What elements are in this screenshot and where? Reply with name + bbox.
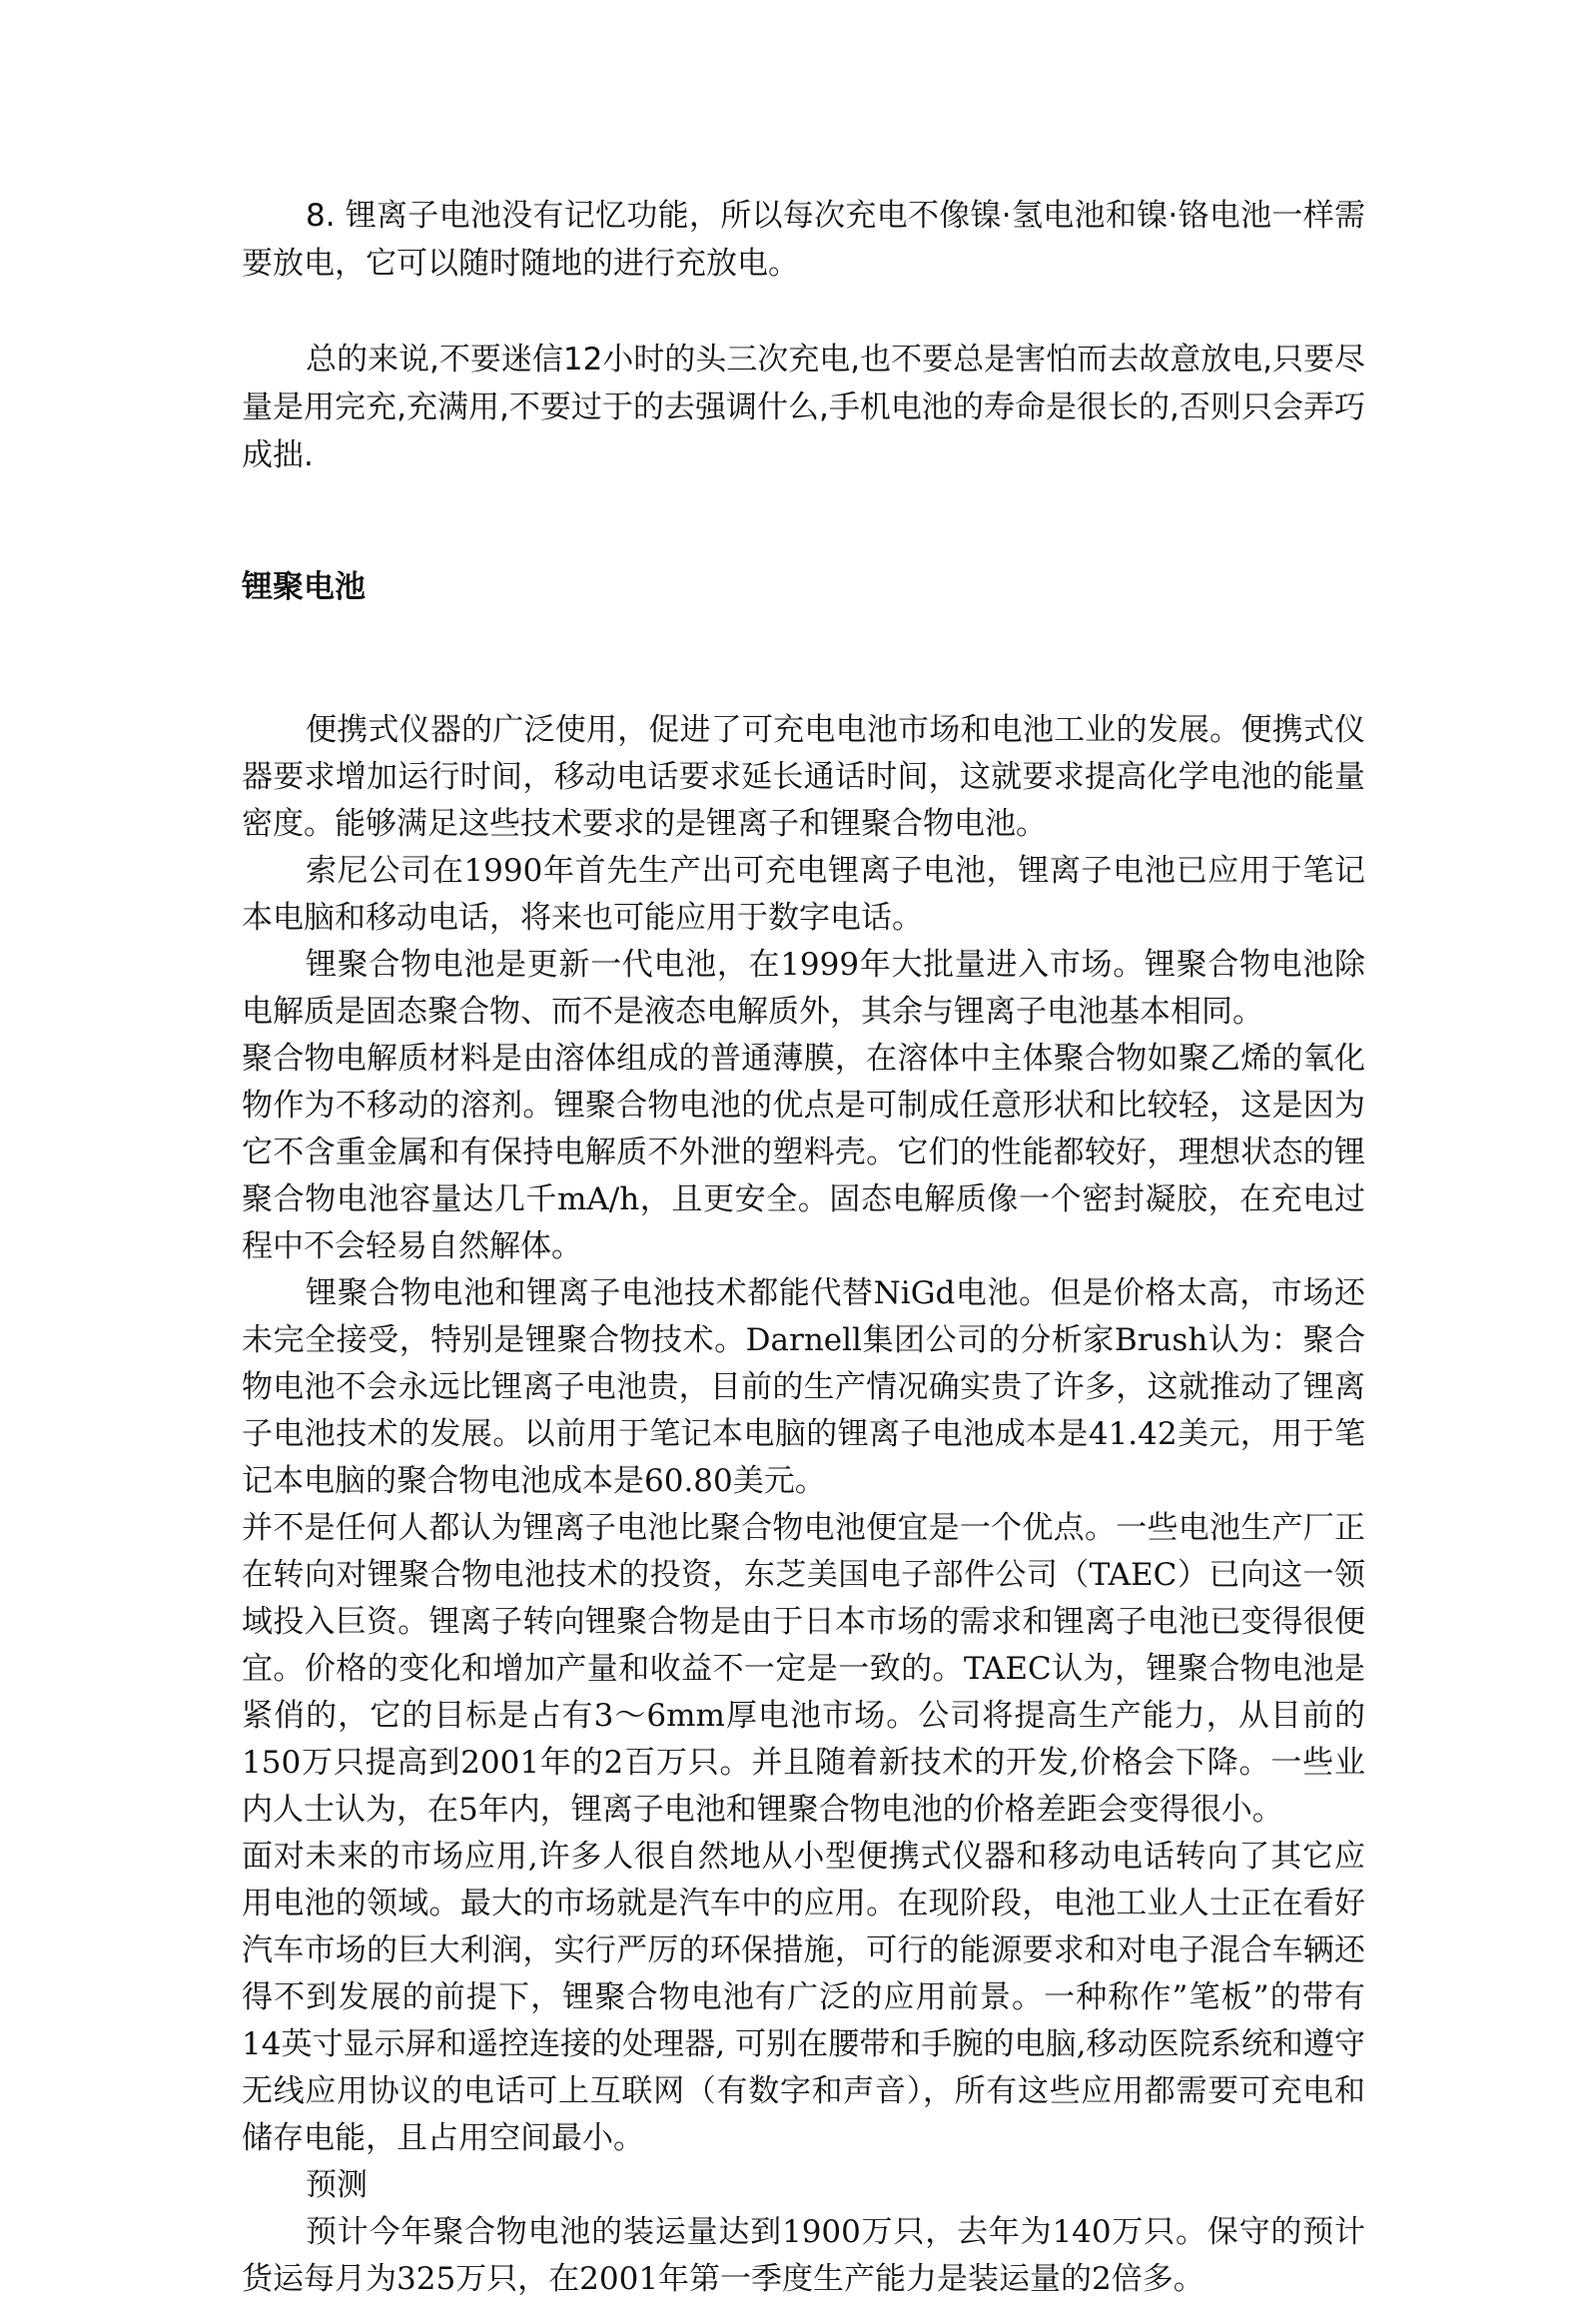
body-paragraph: 锂聚合物电池是更新一代电池，在1999年大批量进入市场。锂聚合物电池除电解质是固态聚合物、而不是液态电解质外，其余与锂离子电池基本相同。 [242, 947, 1365, 1030]
document-page [242, 192, 1365, 2303]
section-heading: 锂聚电池 [242, 569, 366, 605]
section-body [242, 707, 1365, 2303]
body-paragraph: 预计今年聚合物电池的装运量达到1900万只，去年为140万只。保守的预计货运每月为325万只，在2001年第一季度生产能力是装运量的2倍多。 [242, 2214, 1365, 2297]
body-paragraph: 锂聚合物电池和锂离子电池技术都能代替NiGd电池。但是价格太高，市场还未完全接受，特别是锂聚合物技术。Darnell集团公司的分析家Brush认为：聚合物电池不会永远比锂离子电池贵，目前的生产情况确实贵了许多，这就推动了锂离子电池技术的发展。以前用于笔记本电脑的锂离子电池成本是41.42美元，用于笔记本电脑的聚合物电池成本是60.80美元。 [242, 1275, 1365, 1499]
body-paragraph: 聚合物电解质材料是由溶体组成的普通薄膜，在溶体中主体聚合物如聚乙烯的氧化物作为不移动的溶剂。锂聚合物电池的优点是可制成任意形状和比较轻，这是因为它不含重金属和有保持电解质不外泄的塑料壳。它们的性能都较好，理想状态的锂聚合物电池容量达几千mA/h，且更安全。固态电解质像一个密封凝胶，在充电过程中不会轻易自然解体。 [242, 1041, 1365, 1264]
body-paragraph: 面对未来的市场应用,许多人很自然地从小型便携式仪器和移动电话转向了其它应用电池的领域。最大的市场就是汽车中的应用。在现阶段，电池工业人士正在看好汽车市场的巨大利润，实行严厉的环保措施，可行的能源要求和对电子混合车辆还得不到发展的前提下，锂聚合物电池有广泛的应用前景。一种称作”笔板”的带有14英寸显示屏和遥控连接的处理器, 可别在腰带和手腕的电脑,移动医院系统和遵守无线应用协议的电话可上互联网（有数字和声音），所有这些应用都需要可充电和储存电能，且占用空间最小。 [242, 1839, 1365, 2156]
list-item-8: 8. 锂离子电池没有记忆功能，所以每次充电不像镍·氢电池和镍·铬电池一样需要放电，它可以随时随地的进行充放电。 [242, 198, 1365, 282]
subheading-forecast: 预测 [306, 2167, 368, 2203]
body-paragraph: 便携式仪器的广泛使用，促进了可充电电池市场和电池工业的发展。便携式仪器要求增加运行时间，移动电话要求延长通话时间，这就要求提高化学电池的能量密度。能够满足这些技术要求的是锂离子和锂聚合物电池。 [242, 712, 1365, 842]
summary-paragraph: 总的来说,不要迷信12小时的头三次充电,也不要总是害怕而去故意放电,只要尽量是用完充,充满用,不要过于的去强调什么,手机电池的寿命是很长的,否则只会弄巧成拙. [242, 342, 1366, 473]
body-paragraph: 索尼公司在1990年首先生产出可充电锂离子电池，锂离子电池已应用于笔记本电脑和移动电话，将来也可能应用于数字电话。 [242, 853, 1365, 936]
body-paragraph: 并不是任何人都认为锂离子电池比聚合物电池便宜是一个优点。一些电池生产厂正在转向对锂聚合物电池技术的投资，东芝美国电子部件公司（TAEC）已向这一领域投入巨资。锂离子转向锂聚合物是由于日本市场的需求和锂离子电池已变得很便宜。价格的变化和增加产量和收益不一定是一致的。TAEC认为，锂聚合物电池是紧俏的，它的目标是占有3～6mm厚电池市场。公司将提高生产能力，从目前的150万只提高到2001年的2百万只。并且随着新技术的开发,价格会下降。一些业内人士认为，在5年内，锂离子电池和锂聚合物电池的价格差距会变得很小。 [242, 1510, 1365, 1828]
